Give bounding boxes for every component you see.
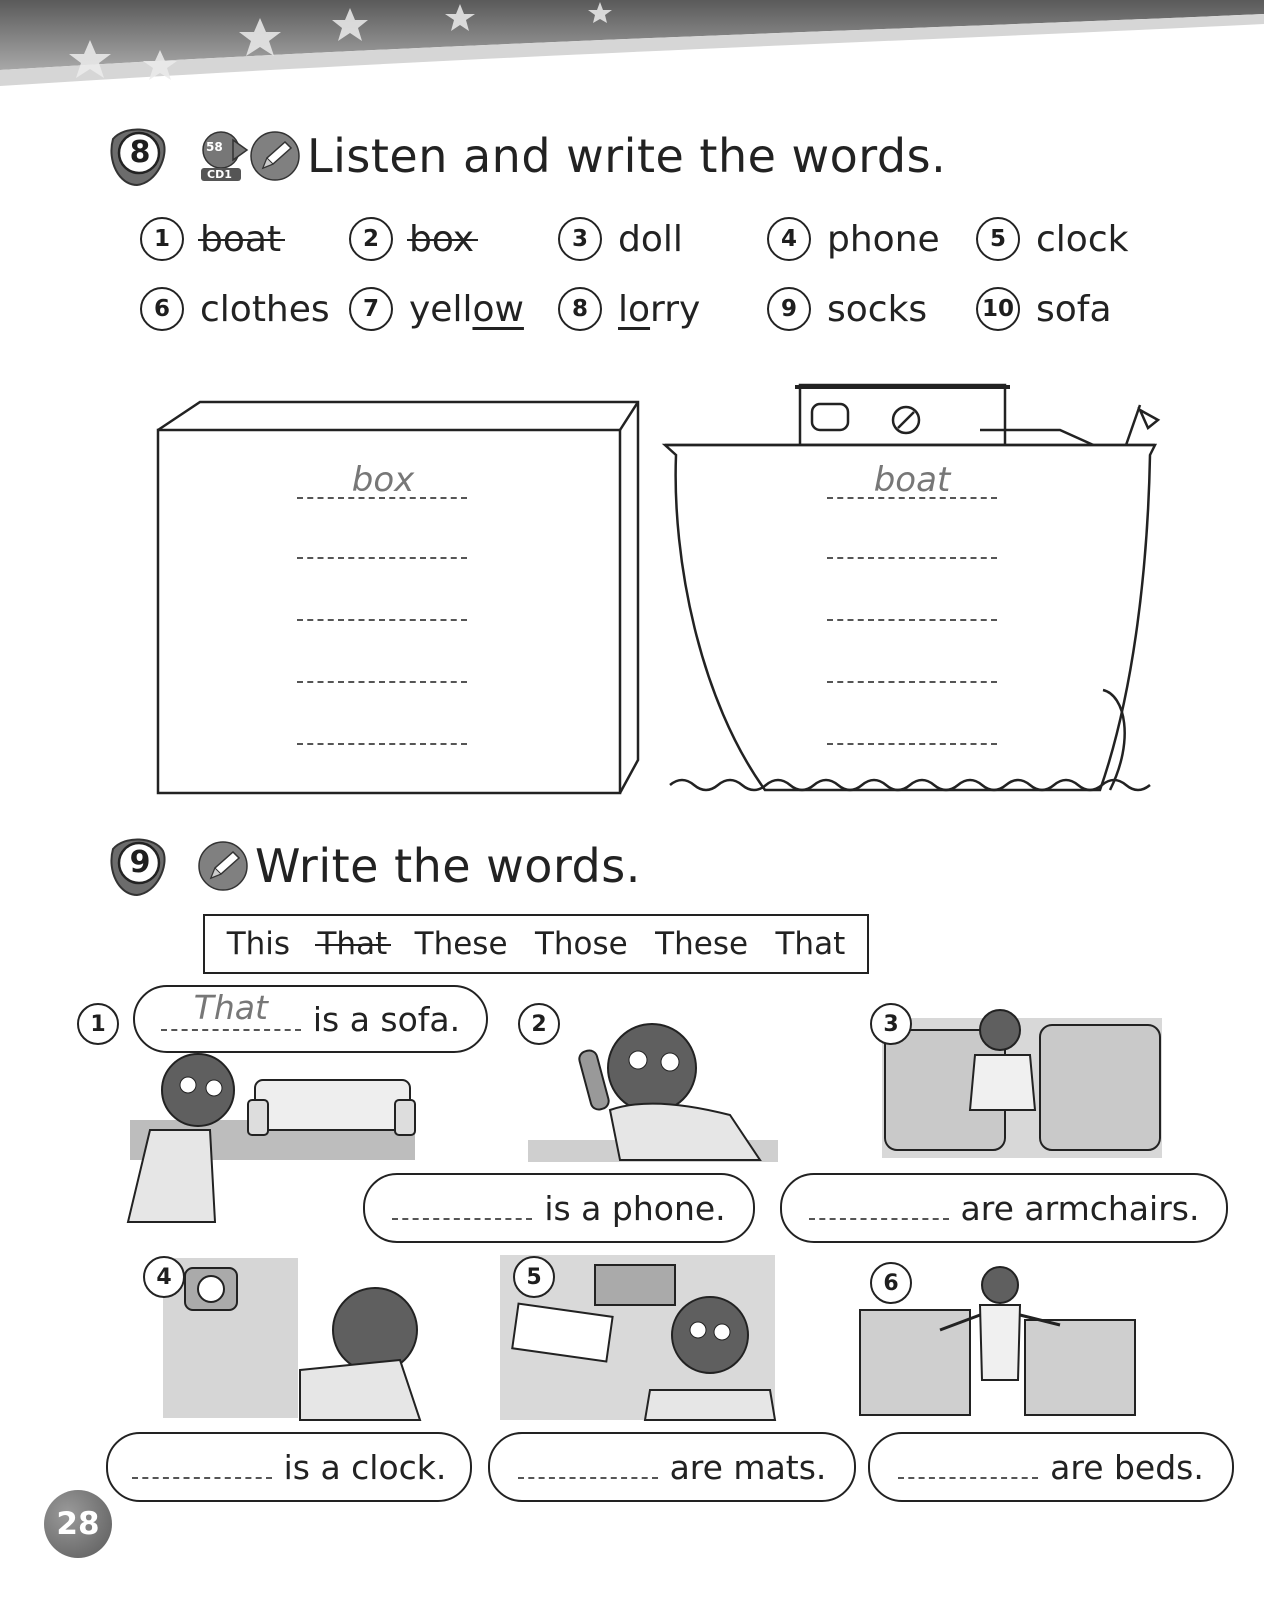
word-part: yell [409, 288, 473, 330]
word-underlined-part: ow [472, 288, 524, 330]
exercise-8-title: Listen and write the words. [307, 129, 947, 183]
word-text: doll [618, 218, 683, 260]
word-bank-item: That [775, 926, 846, 962]
speech-bubble-4 [106, 1432, 472, 1502]
answer-blank[interactable] [132, 1455, 272, 1479]
word-text: clock [1036, 218, 1129, 260]
boy-on-armchairs-illustration [882, 1010, 1162, 1158]
exercise-9-title: Write the words. [255, 839, 641, 893]
word-number: 2 [349, 217, 393, 261]
cd-label: CD1 [207, 168, 232, 181]
word-number: 3 [558, 217, 602, 261]
word-underlined-part: lo [618, 288, 651, 330]
word-text: clothes [200, 288, 330, 330]
exercise-number: 9 [129, 845, 151, 880]
word-bank-item: This [226, 926, 291, 962]
sentence-text: are armchairs. [960, 1188, 1200, 1228]
speech-bubble-5 [488, 1432, 856, 1502]
word-bank-item: These [655, 926, 749, 962]
exercise-number: 8 [129, 135, 151, 170]
word-number: 10 [976, 287, 1020, 331]
sentence-text: is a clock. [283, 1447, 447, 1487]
sentence-text: are beds. [1050, 1447, 1204, 1487]
word-crossed: boat [200, 218, 282, 260]
word-crossed: box [409, 218, 475, 260]
word-number: 1 [140, 217, 184, 261]
item-number: 4 [143, 1256, 185, 1298]
word-text: phone [827, 218, 940, 260]
word-number: 9 [767, 287, 811, 331]
answer-blank[interactable] [898, 1455, 1038, 1479]
word-text: socks [827, 288, 928, 330]
audio-track-number: 58 [206, 140, 223, 154]
item-number: 5 [513, 1256, 555, 1298]
answer-blank[interactable] [161, 988, 301, 1031]
word-text: sofa [1036, 288, 1112, 330]
page-number: 28 [44, 1490, 112, 1558]
boy-with-phone-illustration [528, 1024, 778, 1162]
word-number: 5 [976, 217, 1020, 261]
speech-bubble-2 [363, 1173, 755, 1243]
item-number: 1 [77, 1003, 119, 1045]
example-answer: That [193, 988, 268, 1027]
answer-blank[interactable] [518, 1455, 658, 1479]
word-bank-item-crossed: That [317, 926, 388, 962]
word-number: 7 [349, 287, 393, 331]
sentence-text: is a sofa. [312, 999, 461, 1039]
word-part: rry [650, 288, 701, 330]
sentence-text: are mats. [669, 1447, 827, 1487]
sentence-text: is a phone. [544, 1188, 726, 1228]
item-number: 6 [870, 1262, 912, 1304]
word-bank-item: Those [534, 926, 628, 962]
word-number: 6 [140, 287, 184, 331]
item-number: 2 [518, 1003, 560, 1045]
box-example-answer: box [351, 460, 415, 500]
speech-bubble-6 [868, 1432, 1234, 1502]
answer-blank[interactable] [392, 1196, 532, 1220]
item-number: 3 [870, 1003, 912, 1045]
speech-bubble-3 [780, 1173, 1228, 1243]
word-bank-item: These [414, 926, 508, 962]
boy-pointing-at-clock-illustration [163, 1258, 420, 1420]
boat-example-answer: boat [873, 460, 951, 500]
word-number: 4 [767, 217, 811, 261]
word-number: 8 [558, 287, 602, 331]
answer-blank[interactable] [809, 1196, 949, 1220]
speech-bubble-1 [133, 985, 488, 1053]
